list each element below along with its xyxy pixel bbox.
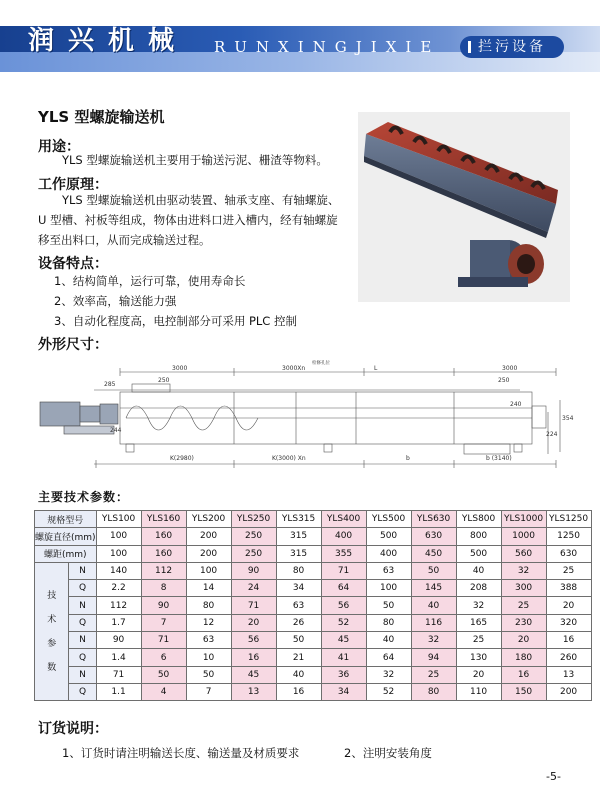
table-cell: 40 [276, 666, 321, 683]
table-cell: 112 [141, 562, 186, 579]
principle-heading: 工作原理： [38, 177, 108, 193]
table-cell: 80 [411, 683, 456, 700]
table-cell: 1.1 [96, 683, 141, 700]
table-cell: 64 [366, 649, 411, 666]
table-cell: 80 [276, 562, 321, 579]
side-char: 参 [47, 638, 57, 649]
table-cell: 260 [546, 649, 591, 666]
table-cell: 400 [366, 545, 411, 562]
table-cell: 100 [96, 545, 141, 562]
param-key: N [69, 632, 96, 649]
table-cell: 14 [186, 580, 231, 597]
usage-text: YLS 型螺旋输送机主要用于输送污泥、栅渣等物料。 [62, 153, 328, 167]
dim-240: 240 [510, 401, 522, 408]
table-cell: 200 [186, 545, 231, 562]
features-heading: 设备特点： [38, 256, 108, 272]
table-cell: 36 [321, 666, 366, 683]
feature-item-3: 3、自动化程度高，电控制部分可采用 PLC 控制 [54, 314, 297, 328]
table-cell: 560 [501, 545, 546, 562]
table-cell: 16 [276, 683, 321, 700]
table-cell: 800 [456, 528, 501, 545]
dim-top-3: L [374, 365, 378, 372]
table-cell: 63 [186, 632, 231, 649]
table-cell: 52 [366, 683, 411, 700]
table-cell: YLS400 [321, 511, 366, 528]
table-cell: 16 [231, 649, 276, 666]
table-cell: 16 [546, 632, 591, 649]
principle-line-1: YLS 型螺旋输送机由驱动装置、轴承支座、有轴螺旋、 [62, 193, 340, 207]
table-cell: 100 [366, 580, 411, 597]
table-cell: 20 [546, 597, 591, 614]
table-row-param [35, 562, 592, 579]
table-cell: 160 [141, 545, 186, 562]
table-cell: 7 [186, 683, 231, 700]
table-cell: 56 [231, 632, 276, 649]
param-key: Q [69, 649, 96, 666]
side-char: 技 [47, 590, 57, 601]
table-cell: 63 [366, 562, 411, 579]
param-key: N [69, 666, 96, 683]
product-title: YLS 型螺旋输送机 [38, 108, 165, 126]
table-cell: 40 [456, 562, 501, 579]
table-cell: 13 [546, 666, 591, 683]
brand-name: 润兴机械 [28, 26, 189, 56]
table-row-model [35, 511, 592, 528]
order-item-1: 1、订货时请注明输送长度、输送量及材质要求 [62, 746, 300, 760]
table-cell: 26 [276, 614, 321, 631]
table-cell: YLS1000 [501, 511, 546, 528]
table-cell: 160 [141, 528, 186, 545]
param-key: Q [69, 683, 96, 700]
table-cell: 90 [141, 597, 186, 614]
dim-bottom-1: K(2980) [170, 455, 194, 462]
table-cell: 80 [186, 597, 231, 614]
param-key: Q [69, 580, 96, 597]
principle-line-2: U 型槽、衬板等组成，物体由进料口进入槽内，经有轴螺旋 [38, 213, 338, 227]
table-cell: 34 [321, 683, 366, 700]
dim-top-mark: 检修孔位 [312, 361, 330, 366]
table-row-param [35, 649, 592, 666]
table-cell: 230 [501, 614, 546, 631]
table-cell: 315 [276, 545, 321, 562]
feature-item-1: 1、结构简单，运行可靠，使用寿命长 [54, 274, 246, 288]
table-cell: 80 [366, 614, 411, 631]
table-cell: YLS100 [96, 511, 141, 528]
table-cell: 32 [501, 562, 546, 579]
dimension-drawing [34, 360, 572, 468]
side-char: 数 [47, 662, 57, 673]
table-cell: YLS800 [456, 511, 501, 528]
table-cell: 32 [366, 666, 411, 683]
table-cell: 25 [546, 562, 591, 579]
dim-250-left: 250 [158, 377, 170, 384]
table-cell: 8 [141, 580, 186, 597]
table-cell: 45 [321, 632, 366, 649]
table-row-param [35, 666, 592, 683]
table-cell: 20 [231, 614, 276, 631]
table-cell: 64 [321, 580, 366, 597]
table-cell: 40 [411, 597, 456, 614]
table-cell: 110 [456, 683, 501, 700]
dim-top-2: 3000Xn [282, 365, 306, 372]
model-label: 规格型号 [35, 511, 97, 528]
table-cell: 208 [456, 580, 501, 597]
table-cell: 630 [546, 545, 591, 562]
table-cell: 90 [231, 562, 276, 579]
dim-250-right: 250 [498, 377, 510, 384]
table-cell: 1000 [501, 528, 546, 545]
spec-table [34, 510, 592, 701]
param-side-label [35, 562, 69, 700]
table-cell: 50 [186, 666, 231, 683]
principle-line-3: 移至出料口，从而完成输送过程。 [38, 233, 211, 247]
table-cell: YLS250 [231, 511, 276, 528]
table-cell: 50 [411, 562, 456, 579]
table-cell: 71 [141, 632, 186, 649]
table-cell: 116 [411, 614, 456, 631]
side-char: 术 [47, 614, 57, 625]
diameter-label: 螺旋直径(mm) [35, 528, 97, 545]
table-cell: 180 [501, 649, 546, 666]
table-cell: 25 [411, 666, 456, 683]
table-cell: 200 [546, 683, 591, 700]
table-row-param [35, 597, 592, 614]
table-cell: 300 [501, 580, 546, 597]
table-row-param [35, 683, 592, 700]
table-cell: 94 [411, 649, 456, 666]
table-cell: 6 [141, 649, 186, 666]
table-cell: 90 [96, 632, 141, 649]
table-row-param [35, 580, 592, 597]
table-cell: 71 [321, 562, 366, 579]
table-cell: 400 [321, 528, 366, 545]
table-cell: 32 [456, 597, 501, 614]
table-cell: YLS630 [411, 511, 456, 528]
dim-244: 244 [110, 427, 122, 434]
table-cell: 320 [546, 614, 591, 631]
dim-top-1: 3000 [172, 365, 188, 372]
page-header [0, 14, 600, 74]
table-cell: 140 [96, 562, 141, 579]
table-cell: 20 [456, 666, 501, 683]
table-cell: 50 [141, 666, 186, 683]
table-cell: 500 [456, 545, 501, 562]
order-item-2: 2、注明安装角度 [344, 746, 432, 760]
table-cell: 2.2 [96, 580, 141, 597]
table-cell: 25 [456, 632, 501, 649]
table-cell: 250 [231, 545, 276, 562]
table-cell: 7 [141, 614, 186, 631]
table-cell: 500 [366, 528, 411, 545]
param-key: Q [69, 614, 96, 631]
table-cell: YLS315 [276, 511, 321, 528]
dim-bottom-3: b [406, 455, 410, 462]
table-cell: 41 [321, 649, 366, 666]
table-cell: 21 [276, 649, 321, 666]
table-cell: YLS1250 [546, 511, 591, 528]
table-cell: YLS160 [141, 511, 186, 528]
table-cell: 34 [276, 580, 321, 597]
table-cell: 13 [231, 683, 276, 700]
dimension-heading: 外形尺寸： [38, 337, 108, 353]
category-tag: 拦污设备 [460, 36, 564, 58]
table-cell: 315 [276, 528, 321, 545]
table-cell: 50 [276, 632, 321, 649]
table-cell: 1250 [546, 528, 591, 545]
table-cell: 150 [501, 683, 546, 700]
table-cell: 1.7 [96, 614, 141, 631]
dim-bottom-4: b (3140) [486, 455, 512, 462]
table-cell: 24 [231, 580, 276, 597]
table-cell: YLS200 [186, 511, 231, 528]
table-cell: 130 [456, 649, 501, 666]
table-row-diameter [35, 528, 592, 545]
dim-224: 224 [546, 431, 558, 438]
usage-heading: 用途： [38, 139, 80, 155]
param-key: N [69, 562, 96, 579]
param-key: N [69, 597, 96, 614]
table-cell: YLS500 [366, 511, 411, 528]
brand-name-en: RUNXINGJIXIE [214, 38, 441, 56]
spec-table-title: 主要技术参数： [38, 490, 130, 504]
table-cell: 45 [231, 666, 276, 683]
table-cell: 630 [411, 528, 456, 545]
table-cell: 12 [186, 614, 231, 631]
dim-285: 285 [104, 381, 116, 388]
table-cell: 355 [321, 545, 366, 562]
table-cell: 50 [366, 597, 411, 614]
table-cell: 56 [321, 597, 366, 614]
table-row-param [35, 632, 592, 649]
dim-top-4: 3000 [502, 365, 518, 372]
table-cell: 450 [411, 545, 456, 562]
dim-bottom-2: K(3000) Xn [272, 455, 306, 462]
table-cell: 100 [186, 562, 231, 579]
product-photo [358, 112, 570, 302]
table-cell: 145 [411, 580, 456, 597]
order-heading: 订货说明： [38, 721, 108, 737]
dim-354: 354 [562, 415, 574, 422]
table-cell: 100 [96, 528, 141, 545]
pitch-label: 螺距(mm) [35, 545, 97, 562]
table-cell: 10 [186, 649, 231, 666]
table-row-param [35, 614, 592, 631]
table-cell: 4 [141, 683, 186, 700]
table-cell: 71 [96, 666, 141, 683]
table-cell: 1.4 [96, 649, 141, 666]
table-cell: 25 [501, 597, 546, 614]
page-number: -5- [546, 770, 561, 783]
table-cell: 200 [186, 528, 231, 545]
table-cell: 32 [411, 632, 456, 649]
table-cell: 165 [456, 614, 501, 631]
table-row-pitch [35, 545, 592, 562]
table-cell: 71 [231, 597, 276, 614]
table-cell: 16 [501, 666, 546, 683]
table-cell: 250 [231, 528, 276, 545]
feature-item-2: 2、效率高，输送能力强 [54, 294, 177, 308]
table-cell: 52 [321, 614, 366, 631]
table-cell: 63 [276, 597, 321, 614]
table-cell: 40 [366, 632, 411, 649]
table-cell: 112 [96, 597, 141, 614]
table-cell: 20 [501, 632, 546, 649]
table-cell: 388 [546, 580, 591, 597]
